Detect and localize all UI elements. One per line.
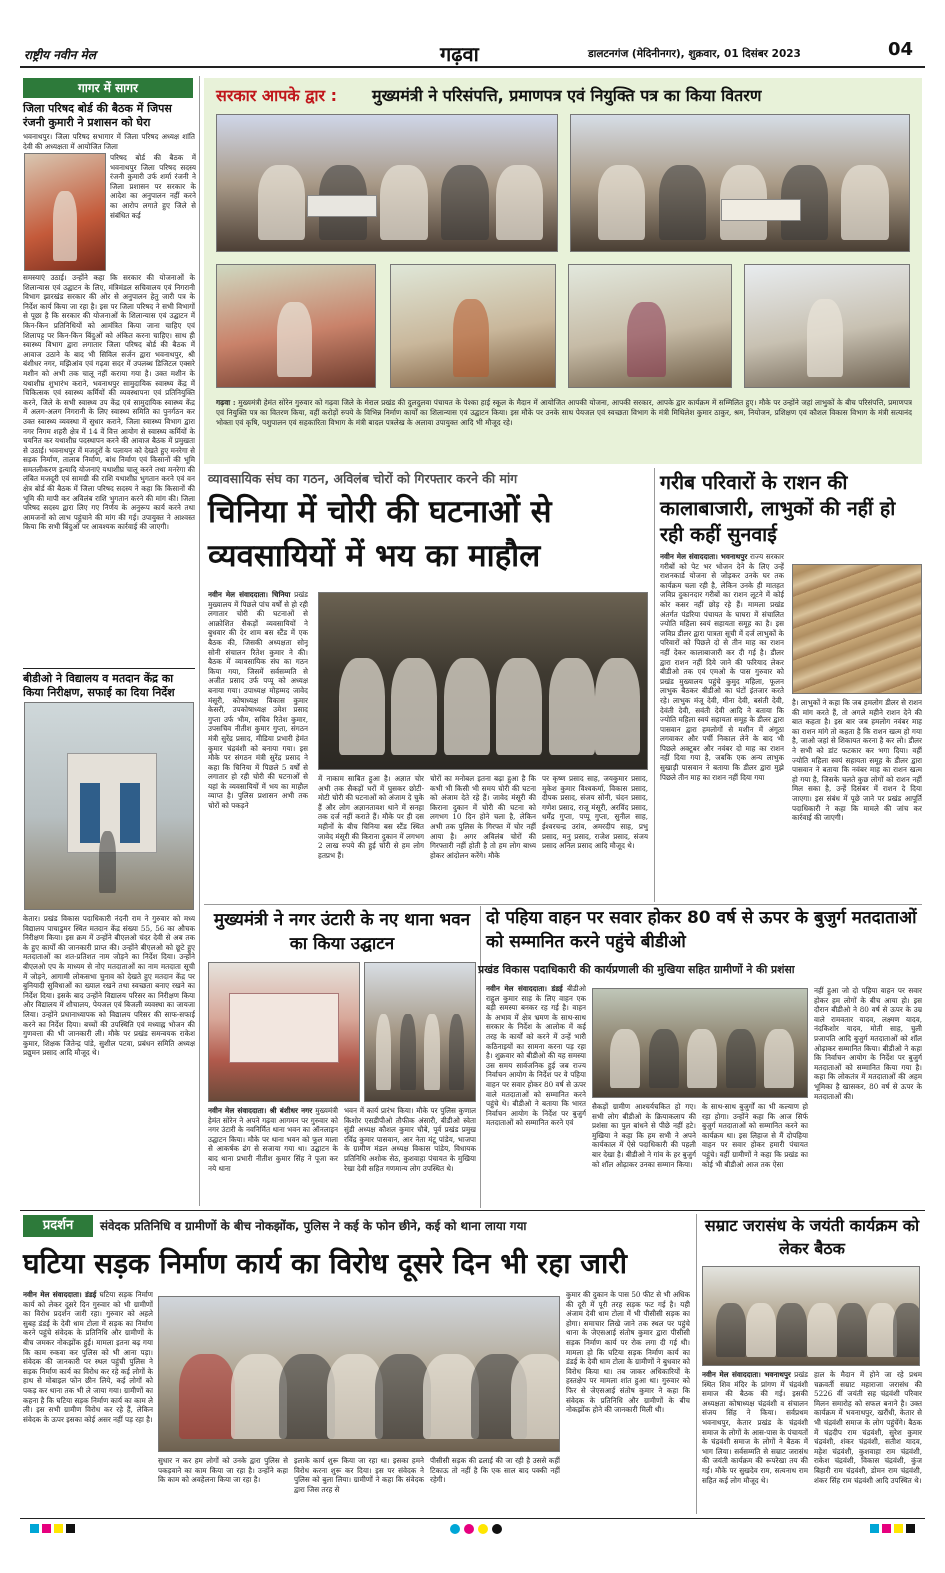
banner-photo-2 [570, 114, 910, 252]
left-vertical-rule [199, 76, 200, 1206]
ration-headline: गरीब परिवारों के राशन की कालाबाजारी, लाभुकों की नहीं हो रही कहीं सुनवाई [660, 471, 896, 546]
jarasandh-photo [702, 1266, 920, 1366]
thana-byline: नवीन मेल संवाददाता। श्री बंशीधर नगर [208, 1106, 313, 1115]
chiniya-kicker: व्यावसायिक संघ का गठन, अविलंब चोरों को गिरफ्तार करने की मांग [208, 471, 518, 486]
left-story2-photo [24, 702, 194, 910]
chiniya-photo [318, 592, 648, 770]
protest-col1-text: घटिया सड़क निर्माण कार्य को लेकर दूसरे दिन गुरुवार को भी ग्रामीणों का विरोध प्रदर्शन जारी रहा। गुरुवार को अहले सुबह डंडई के देवी धाम टोला में सड़क का निर्माण करने पहुंचे संवेदक के प्रतिनिधि और ग्रामीणों के बीच जमकर नोकझोंक हुई। मामला इतना बढ़ गया कि काम रुकवा कर पुलिस को भी आना पड़ा। संवेदक की जानकारी पर स्थल पहुंची पुलिस ने सड़क निर्माण कार्य का विरोध कर रहे कई लोगों के हाथ से मोबाइल फोन छीन लिये, कई लोगों को पकड़ कर थाना तक भी ले जाया गया। ग्रामीणों का कहना है कि घटिया सड़क निर्माण कार्य का काम ले ली। इस सभी ग्रामीण विरोध कर रहे हैं, लेकिन संवेदक के ऊपर इसका कोई असर नहीं पड़ रहा है। [23, 1290, 153, 1424]
protest-photo [158, 1296, 560, 1452]
left-column-tag: गागर में सागर [23, 78, 193, 98]
banner-photo-3 [216, 264, 376, 388]
ration-col1-text: राज्य सरकार गरीबों को पेट भर भोजन देने के लिए उन्हें राशनकार्ड योजना से जोड़कर उनके घर तक कार्यक्रम चला रही है, लेकिन उनके ही मातहत जविप्र दुकानदार गरीबों का राशन लूटने में कोई कोर कसर नहीं छोड़ रहे हैं। मामला प्रखंड अंतर्गत पंडरिया पंचायत के घाघरा में संचालित ज्योति महिला स्वयं सहायता समूह का है। इस जविप्र डीलर द्वारा पात्रता सूची में दर्ज लाभुकों के परिवारों को पिछले दो से तीन माह का राशन नहीं देकर कालाबाजारी कर दी गई है। डीलर द्वारा राशन नहीं दिये जाने की फरियाद लेकर बीडीओ तक एवं एमओ के पास गुरुवार को प्रखंड मुख्यालय पहुंचे कुमुद महिला, फूलन लाभुक बैठकर बीडीओ का घंटों इंतजार करते रहे। लाभुक मंजू देवी, मीना देवी, बसंती देवी, देवंती देवी, सवंती देवी आदि ने बताया कि ज्योति महिला स्वयं सहायता समूह के डीलर द्वारा पासवान द्वारा हमलोगों से मशीन में अंगूठा लगवाकर और पर्ची निकाल लेने के बाद भी पिछले अक्टूबर और नवंबर दो माह का राशन नहीं दिया गया है, जबकि एक अन्य लाभुक सुखाड़ी पासवान ने बताया कि डीलर द्वारा मुझे पिछले तीन माह का राशन नहीं दिया गया [660, 552, 784, 782]
thana-col1-text: मुख्यमंत्री हेमंत सोरेन ने अपने गढ़वा आगमन पर गुरुवार को नगर उंटारी के नवनिर्मित थाना भवन का ऑनलाइन उद्घाटन किया। मौके पर थाना भवन को फूल माला से आकर्षक ढंग से सजाया गया था। उद्घाटन के बाद थाना प्रभारी नीतीश कुमार सिंह ने पूजा कर नये थाना [208, 1106, 338, 1173]
ration-byline: नवीन मेल संवाददाता। भवनाथपुर [660, 552, 748, 561]
left-story1-body: समस्याएं उठाई। उन्होंने कहा कि सरकार की योजनाओं के शिलान्यास एवं उद्घाटन के लिए, मंत्रिमंडल सचिवालय एवं निगरानी विभाग झारखंड सरकार की ओर से अनुपालन हेतु जारी पत्र के निर्देश कार्य किया जा रहा है। इस पर जिला परिषद ने सभी विभागों से पूछा है कि सरकार की योजनाओं के शिलान्यास एवं उद्घाटन में किन-किन प्रतिनिधियों को आमंत्रित किया जाना चाहिए एवं शिलापट्ट पर किन-किन बिंदुओं को अंकित करना चाहिए। साथ ही स्वास्थ्य विभाग द्वारा लगातार जिला परिषद बोर्ड की बैठक में आवाज उठाने के बाद भी सिविल सर्जन द्वारा भवनाथपुर, श्री बंशीधर नगर, मझिआंव एवं गढ़वा सदर में उपलब्ध डिजिटल एक्सरे मशीन को अभी तक चालू नहीं कराया गया है। उक्त मशीन के यथाशीघ्र शुभारंभ कराने, भवनाथपुर सामुदायिक स्वास्थ्य केंद्र में चिकित्सक एवं स्वास्थ्य कर्मियों की व्यवस्थापना एवं प्रतिनियुक्ति करने, जिले के सभी स्वास्थ्य उप केंद्र एवं सामुदायिक स्वास्थ्य केंद्र में अलग-अलग निगरानी के लिए स्वास्थ्य समिति का पुनर्गठन कर उक्त स्वास्थ्य व्यवस्था में सुधार कराने, जिला स्वास्थ्य विभाग द्वारा नगर निगम शहरी क्षेत्र में 14 वें वित्त आयोग से स्वास्थ्य कर्मियों के चयनित कर यथाशीघ्र पदस्थापन करने की आवाज बैठक में प्रमुखता से उठाई। भवनाथपुर में मजदूरों के पलायन को देखते हुए मनरेगा से सड़क निर्माण, तालाब निर्माण, बांध निर्माण एवं किसानों की भूमि समतलीकरण इत्यादि योजनाएं यथाशीघ्र चालू करने तथा मनरेगा की लंबित मजदूरी एवं सामग्री की राशि यथाशीघ्र भुगतान करने एवं वन क्षेत्र बोर्ड की बैठक में जिला परिषद सदस्य ने कहा कि किसानों की भूमि की मापी कर अविलंब राशि भुगतान करने की मांग की। जिला परिषद सदस्य द्वारा लिए गए निर्णय के अनुरूप कार्य करने तथा आमजनों को लाभ पहुंचाने की मांग की गई। उपायुक्त ने आश्वस्त किया कि सभी बिंदुओं पर आवश्यक कार्रवाई की जाएगी। [23, 273, 195, 532]
jarasandh-col1 [702, 1370, 808, 1512]
top-banner-caption-text: मुख्यमंत्री हेमंत सोरेन गुरुवार को गढ़वा जिले के मेराल प्रखंड की दुलदुलवा पंचायत के पेश्का हाई स्कूल के मैदान में आयोजित आपकी योजना, आपकी सरकार, आपके द्वार कार्यक्रम में सम्मिलित हुए। मौके पर उन्होंने जहां लाभुकों के बीच परिसंपत्ति, प्रमाणपत्र एवं नियुक्ति पत्र का वितरण किया, वहीं करोड़ों रुपये के विभिन्न निर्माण कार्यों का शिलान्यास एवं उद्घाटन किया। इस मौके पर उनके साथ पेयजल एवं स्वच्छता विभाग के मंत्री मिथिलेश कुमार ठाकुर, श्रम, नियोजन, प्रशिक्षण एवं कौशल विकास विभाग के मंत्री सत्यानंद भोक्ता एवं कृषि, पशुपालन एवं सहकारिता विभाग के मंत्री बादल पत्रलेख के अलावा उपायुक्त आदि भी मौजूद रहे। [216, 398, 912, 427]
protest-byline: नवीन मेल संवाददाता। डंडई [23, 1290, 97, 1299]
voters-col1 [486, 984, 586, 1206]
masthead-dateline: डालटनगंज (मेदिनीनगर), शुक्रवार, 01 दिसंबर 2023 [588, 48, 801, 60]
protest-col1 [23, 1290, 153, 1512]
protest-col5: कुमार की दुकान के पास 50 फीट से भी अधिक की दूरी में पूरी तरह सड़क फट गई है। यही अंजाम देवी धाम टोला में भी पीसीसी सड़क का होगा। समाचार लिखे जाने तक स्थल पर पहुंचे थाना के जेएसआई संतोष कुमार द्वारा पीसीसी सड़क निर्माण कार्य पर रोक लगा दी गई थी। मामला हो कि घटिया सड़क निर्माण कार्य का डंडई के देवी धाम टोला के ग्रामीणों ने बुधवार को विरोध किया था। तब जाकर अधिकारियों के हस्तक्षेप पर मामला शांत हुआ था। गुरुवार को फिर से जेएसआई संतोष कुमार ने कहा कि संवेदक के प्रतिनिधि और ग्रामीणों के बीच नोकझोंक होने की जानकारी मिली थी। [566, 1290, 690, 1415]
protest-headline: घटिया सड़क निर्माण कार्य का विरोध दूसरे दिन भी रहा जारी [23, 1247, 627, 1280]
masthead-rule [20, 66, 925, 68]
chiniya-col1-text: प्रखंड मुख्यालय में पिछले पांच वर्षों से हो रही लगातार चोरी की घटनाओं से आक्रोशित सैकड़ों व्यवसायियों ने बुधवार की देर शाम बस स्टैंड में एक बैठक की, जिसकी अध्यक्षता सोनू सोनी संचालन रितेश कुमार ने की। बैठक में व्यावसायिक संघ का गठन किया गया, जिसमें सर्वसम्मति से अजीत प्रसाद उर्फ पप्पू को अध्यक्ष बनाया गया। उपाध्यक्ष मोहम्मद जावेद मंसूरी, कोषाध्यक्ष विकास कुमार केसरी, उपकोषाध्यक्ष उमेश प्रसाद गुप्ता उर्फ भीम, सचिव रितेश कुमार, उपसचिव नीतीश कुमार गुप्ता, संगठन मंत्री सुरेंद्र प्रसाद, मीडिया प्रभारी हेमंत कुमार चंद्रवंशी को बनाया गया। इस मौके पर संगठन मंत्री सुरेंद्र प्रसाद ने कहा कि चिनिया में पिछले 5 वर्षों से लगातार हो रही चोरी की घटनाओं से यहां के व्यवसायियों में भय का माहौल व्याप्त है। पुलिस प्रशासन अभी तक चोरों को पकड़ने [208, 590, 308, 811]
chiniya-col2: में नाकाम साबित हुआ है। अज्ञात चोर अभी तक सैकड़ों घरों में घुसकर छोटी-मोटी चोरी की घटनाओं को अंजाम दे चुके हैं और लोग अज्ञानतावश थाने में सनहा तक दर्ज नहीं कराते हैं। मौके पर ही दस महीनों के बीच चिनिया बस स्टैंड स्थित जावेद मंसूरी की किराना दुकान में लगभग 2 लाख रुपये की हुई चोरी से हम लोग हतप्रभ हैं। [318, 774, 424, 860]
protest-tag: प्रदर्शन [23, 1215, 93, 1237]
voters-byline: नवीन मेल संवाददाता। डंडई [486, 984, 563, 993]
ration-col2: है। लाभुकों ने कहा कि जब हमलोग डीलर से राशन की मांग करते हैं, तो अगले महीने राशन देने की बात कहता है। इस बार जब हमलोग नवंबर माह का राशन मांगे तो कहता है कि राशन खत्म हो गया है, जाओ जहां से शिकायत करना है कर लो। डीलर ने सभी को डांट फटकार कर भगा दिया। वहीं ज्योति महिला स्वयं सहायता समूह के डीलर द्वारा पासवान ने बताया कि नवंबर माह का राशन खत्म हो गया है, जिसके चलते कुछ लोगों को राशन नहीं मिल सका है, उन्हें दिसंबर में राशन दे दिया जाएगा। इस संबंध में पूछे जाने पर प्रखंड आपूर्ति पदाधिकारी ने कहा कि मामले की जांच कर कार्रवाई की जाएगी। [792, 698, 922, 823]
jarasandh-col1-text: प्रखंड स्थित शिव मंदिर के प्रांगण में चंद्रवंशी समाज की बैठक की गई। इसकी अध्यक्षता कोषाध्यक्ष चंद्रवंशी व संचालन संजय सिंह ने किया। सर्वप्रथम भवनाथपुर, केतार प्रखंड के चंद्रवंशी समाज के लोगों के आस-पास के पंचायतों के चंद्रवंशी समाज के लोगों ने बैठक में भाग लिया। सर्वसम्मति से सम्राट जरासंध की जयंती कार्यक्रम की रूपरेखा तय की गई। मौके पर सुखदेव राम, सत्यनाथ राम सहित कई लोग मौजूद थे। [702, 1370, 808, 1485]
jarasandh-col2: हाल के मैदान में होने जा रहे प्रथम चक्रवर्ती सम्राट महाराजा जरासंध की 5226 वीं जयंती सह चंद्रवंशी परिवार मिलन समारोह को सफल बनाने है। उक्त कार्यक्रम में भवनाथपुर, खरौंधी, केतार से भी चंद्रवंशी समाज के लोग पहुंचेंगे। बैठक में चंद्रदीप राम चंद्रवंशी, सुरेश कुमार चंद्रवंशी, शंकर चंद्रवंशी, सतीश यादव, महेश चंद्रवंशी, कुशवाहा राम चंद्रवंशी, राकेश चंद्रवंशी, विकास चंद्रवंशी, कुंज बिहारी राम चंद्रवंशी, डोमन राम चंद्रवंशी, शंकर सिंह राम चंद्रवंशी आदि उपस्थित थे। [814, 1370, 922, 1485]
thana-headline: मुख्यमंत्री ने नगर उंटारी के नए थाना भवन का किया उद्घाटन [213, 910, 471, 954]
banner-photo-5 [568, 264, 732, 388]
footer-color-bar [20, 1522, 925, 1536]
left-column-divider [23, 668, 195, 669]
banner-photo-1 [216, 114, 558, 252]
masthead-section: गढ़वा [440, 42, 479, 66]
protest-kicker: संवेदक प्रतिनिधि व ग्रामीणों के बीच नोकझोंक, पुलिस ने कई के फोन छीने, कई को थाना लाया गया [100, 1219, 527, 1233]
voters-col1-text: बीडीओ राहुल कुमार साह के लिए वाहन एक बड़ी समस्या बनकर रह गई है। वाहन के अभाव में क्षेत्र भ्रमण के साथ-साथ सरकार के निर्देश के आलोक में कई तरह के कार्यों को करने में उन्हें भारी कठिनाइयों का सामना करना पड़ रहा है। शुक्रवार को बीडीओ की यह समस्या उस समय सार्वजनिक हुई जब राज्य निर्वाचन आयोग के निर्देश पर वे पहिया वाहन पर सवार होकर 80 वर्ष से ऊपर वाले मतदाताओं को सम्मानित करने पहुंचे थे। बीडीओ ने बताया कि भारत निर्वाचन आयोग के निर्देश पर बुजुर्ग मतदाताओं को सम्मानित करने एवं [486, 984, 586, 1128]
chiniya-col3: चोरों का मनोबल इतना बढ़ा हुआ है कि कभी भी किसी भी समय चोरी की घटना को अंजाम देते रहे हैं। जावेद मंसूरी की किराना दुकान में चोरी की घटना को लगभग 10 दिन होने चला है, लेकिन अभी तक पुलिस के गिरफ्त में चोर नहीं आया है। अगर अविलंब चोरों की गिरफ्तारी नहीं होती है तो हम लोग बाध्य होकर आंदोलन करेंगे। मौके [430, 774, 536, 860]
top-banner-caption-lead: गढ़वा : [216, 398, 236, 407]
voters-col3: के साथ-साथ बुजुर्गों का भी कल्याण हो रहा होगा। उन्होंने कहा कि आज सिर्फ बुजुर्ग मतदाताओं को सम्मानित करने का कार्यक्रम था। इस लिहाज से मैं दोपहिया वाहन पर सवार होकर हमारी पंचायत पहुंचे। वहीं ग्रामीणों ने कहा कि प्रखंड का कोई भी बीडीओ आज तक ऐसा [702, 1102, 808, 1169]
protest-col4: पीसीसी सड़क की ढलाई की जा रही है उससे कहीं टिकाऊ तो नहीं है कि एक साल बाद पक्की नहीं रहेगी। [430, 1456, 560, 1485]
chiniya-headline: चिनिया में चोरी की घटनाओं से व्यवसायियों में भय का माहौल [208, 494, 552, 574]
banner-photo-6 [744, 264, 910, 388]
jarasandh-byline: नवीन मेल संवाददाता। भवनाथपुर [702, 1370, 791, 1379]
chiniya-col1 [208, 590, 308, 900]
ration-col1 [660, 552, 784, 902]
left-story1-lead: भवनाथपुर। जिला परिषद सभागार में जिला परिषद अध्यक्ष शांति देवी की अध्यक्षता में आयोजित जिला [23, 132, 195, 151]
voters-headline: दो पहिया वाहन पर सवार होकर 80 वर्ष से ऊपर के बुजुर्ग मतदाताओं को सम्मानित करने पहुंचे बीडीओ [486, 908, 917, 952]
left-story1-photo [24, 153, 106, 271]
left-story2-headline: बीडीओ ने विद्यालय व मतदान केंद्र का किया निरीक्षण, सफाई का दिया निर्देश [23, 672, 175, 699]
lower-divider [20, 1210, 925, 1211]
left-story2-body: केतार। प्रखंड विकास पदाधिकारी नंदनी राम ने गुरुवार को मध्य विद्यालय पाचाडुमर स्थित मतदान केंद्र संख्या 55, 56 का औचक निरीक्षण किया। इस क्रम में उन्होंने बीएलओ चंदर देवी से अब तक के हुए कार्यों की जानकारी प्राप्त की। उन्होंने बीएलओ को छूटे हुए मतदाताओं का शत-प्रतिशत नाम जोड़ने का निर्देश दिया। उन्होंने बीएलओ एप के माध्यम से नोए मतदाताओं का नाम मतदाता सूची में जोड़ने, आगामी लोकसभा चुनाव को देखते हुए मतदान केंद्र पर बुनियादी सुविधाओं का ख्याल रखने तथा स्वच्छता बनाए रखने का निर्देश दिया। इसके बाद उन्होंने विद्यालय परिसर का निरीक्षण किया और विद्यालय में शौचालय, पेयजल एवं बिजली व्यवस्था का जायजा लिया। उन्होंने प्रधानाध्यापक को विद्यालय परिसर की साफ-सफाई करने का निर्देश दिया। बच्चों की उपस्थिति एवं मध्याह्न भोजन की गुणवत्ता की भी जानकारी ली। मौके पर प्रखंड समन्वयक राकेश कुमार, शिक्षक जितेन्द्र पांडे, सुशील पटवा, प्रबंधन समिति अध्यक्ष प्रद्युमन प्रसाद आदि मौजूद थे। [23, 914, 195, 1058]
thana-photo-2 [364, 962, 476, 1102]
masthead-page-number: 04 [888, 39, 914, 60]
voters-subhead: प्रखंड विकास पदाधिकारी की कार्यप्रणाली की मुखिया सहित ग्रामीणों ने की प्रशंसा [478, 963, 795, 976]
chiniya-col4: पर कृष्ण प्रसाद साह, जयकुमार प्रसाद, मुकेश कुमार विश्वकर्मा, विकास प्रसाद, दीपक प्रसाद, संजय सोनी, चंदन प्रसाद, गणेश प्रसाद, राजू मंसूरी, अरविंद प्रसाद, धर्मेंद्र गुप्ता, पप्पू गुप्ता, सुनील साह, ईश्वरचन्द्र उरांव, अमरदीप साह, प्रभु प्रसाद, मनु प्रसाद, राजेश प्रसाद, संजय प्रसाद अनिल प्रसाद आदि मौजूद थे। [542, 774, 648, 851]
thana-col1 [208, 1106, 338, 1206]
mid-divider [204, 904, 922, 905]
thana-col2: भवन में कार्य प्रारंभ किया। मौके पर पुलिस कुणाल किशोर एसडीपीओ तौफीक अंसारी, बीडीओ स्वेता सुंडी अध्यक्ष कौशल कुमार चौबे, पूर्व प्रखंड प्रमुख रविंद्र कुमार पासवान, आर नेता मंटू पांडेय, भाजपा के ग्रामीण मंडल अध्यक्ष विकास पांडेय, विधायक प्रतिनिधि अशोक सेठ, कुशवाहा पंचायत के मुखिया रेखा देवी सहित गणमान्य लोग उपस्थित थे। [344, 1106, 476, 1173]
left-story1-headline: जिला परिषद बोर्ड की बैठक में जिपस रंजनी कुमारी ने प्रशासन को घेरा [23, 102, 172, 129]
protest-col3: इलाके कार्य शुरू किया जा रहा था। इसका हमने विरोध करना शुरू कर दिया। इस पर संवेदक ने पुलिस को बुला लिया। ग्रामीणों ने कहा कि संवेदक द्वारा जिस तरह से [294, 1456, 424, 1494]
thana-voters-divider [480, 906, 481, 1208]
protest-col2: सुधार न कर हम लोगों को उनके द्वारा पुलिस से पकड़वाने का काम किया जा रहा है। उन्होंने कहा कि काम को अवहेलना किया जा रहा है। [158, 1456, 288, 1485]
ration-photo [792, 564, 922, 694]
footer-rule [20, 1518, 925, 1519]
masthead-logo: राष्ट्रीय नवीन मेल [24, 48, 96, 62]
thana-photo-1 [208, 962, 360, 1102]
banner-photo-4 [390, 264, 556, 388]
left-story1-wrap: परिषद बोर्ड की बैठक में भवनाथपुर जिला परिषद सदस्य रंजनी कुमारी उर्फ शर्मा रंजनी ने जिला प्रशासन पर सरकार के आदेश का अनुपालन नहीं करने का आरोप लगाते हुए जिले से संबंधित कई [110, 153, 196, 220]
top-banner-headline: मुख्यमंत्री ने परिसंपत्ति, प्रमाणपत्र एवं नियुक्ति पत्र का किया वितरण [372, 86, 762, 105]
chiniya-byline: नवीन मेल संवाददाता। चिनिया [208, 590, 291, 599]
top-banner-kicker: सरकार आपके द्वार : [216, 86, 338, 105]
chiniya-ration-divider [654, 468, 655, 902]
top-banner-caption [216, 398, 912, 460]
top-banner [204, 78, 922, 464]
jarasandh-headline: सम्राट जरासंध के जयंती कार्यक्रम को लेकर बैठक [704, 1216, 920, 1258]
voters-col4: नहीं हुआ जो दो पहिया वाहन पर सवार होकर हम लोगों के बीच आया हो। इस दौरान बीडीओ ने 80 वर्ष से ऊपर के उम्र वाले रामवतार यादव, लक्ष्मण यादव, नंदकिशोर यादव, मोती साह, चुली प्रजापति आदि बुजुर्ग मतदाताओं को शॉल ओढ़ाकर सम्मानित किया। बीडीओ ने कहा कि निर्वाचन आयोग के निर्देश पर बुजुर्ग मतदाताओं को सम्मानित किया गया है। कहा कि लोकतंत्र में मतदाताओं की अहम भूमिका है खासकर, 80 वर्ष से ऊपर के मतदाताओं की। [814, 986, 922, 1101]
voters-col2: सैकड़ों ग्रामीण आश्चर्यचकित हो गए। सभी लोग बीडीओ के क्रियाकलाप की प्रशंसा का पुल बांधने से पीछे नहीं हटे। मुखिया ने कहा कि हम सभी ने अपने कार्यकाल में ऐसे पदाधिकारी की पहली बार देखा है। बीडीओ ने गांव के हर बुजुर्ग को शॉल ओढ़ाकर उनका सम्मान किया। [592, 1102, 696, 1169]
masthead [20, 34, 925, 66]
protest-jarasandh-divider [696, 1214, 697, 1514]
voters-photo [592, 988, 808, 1098]
